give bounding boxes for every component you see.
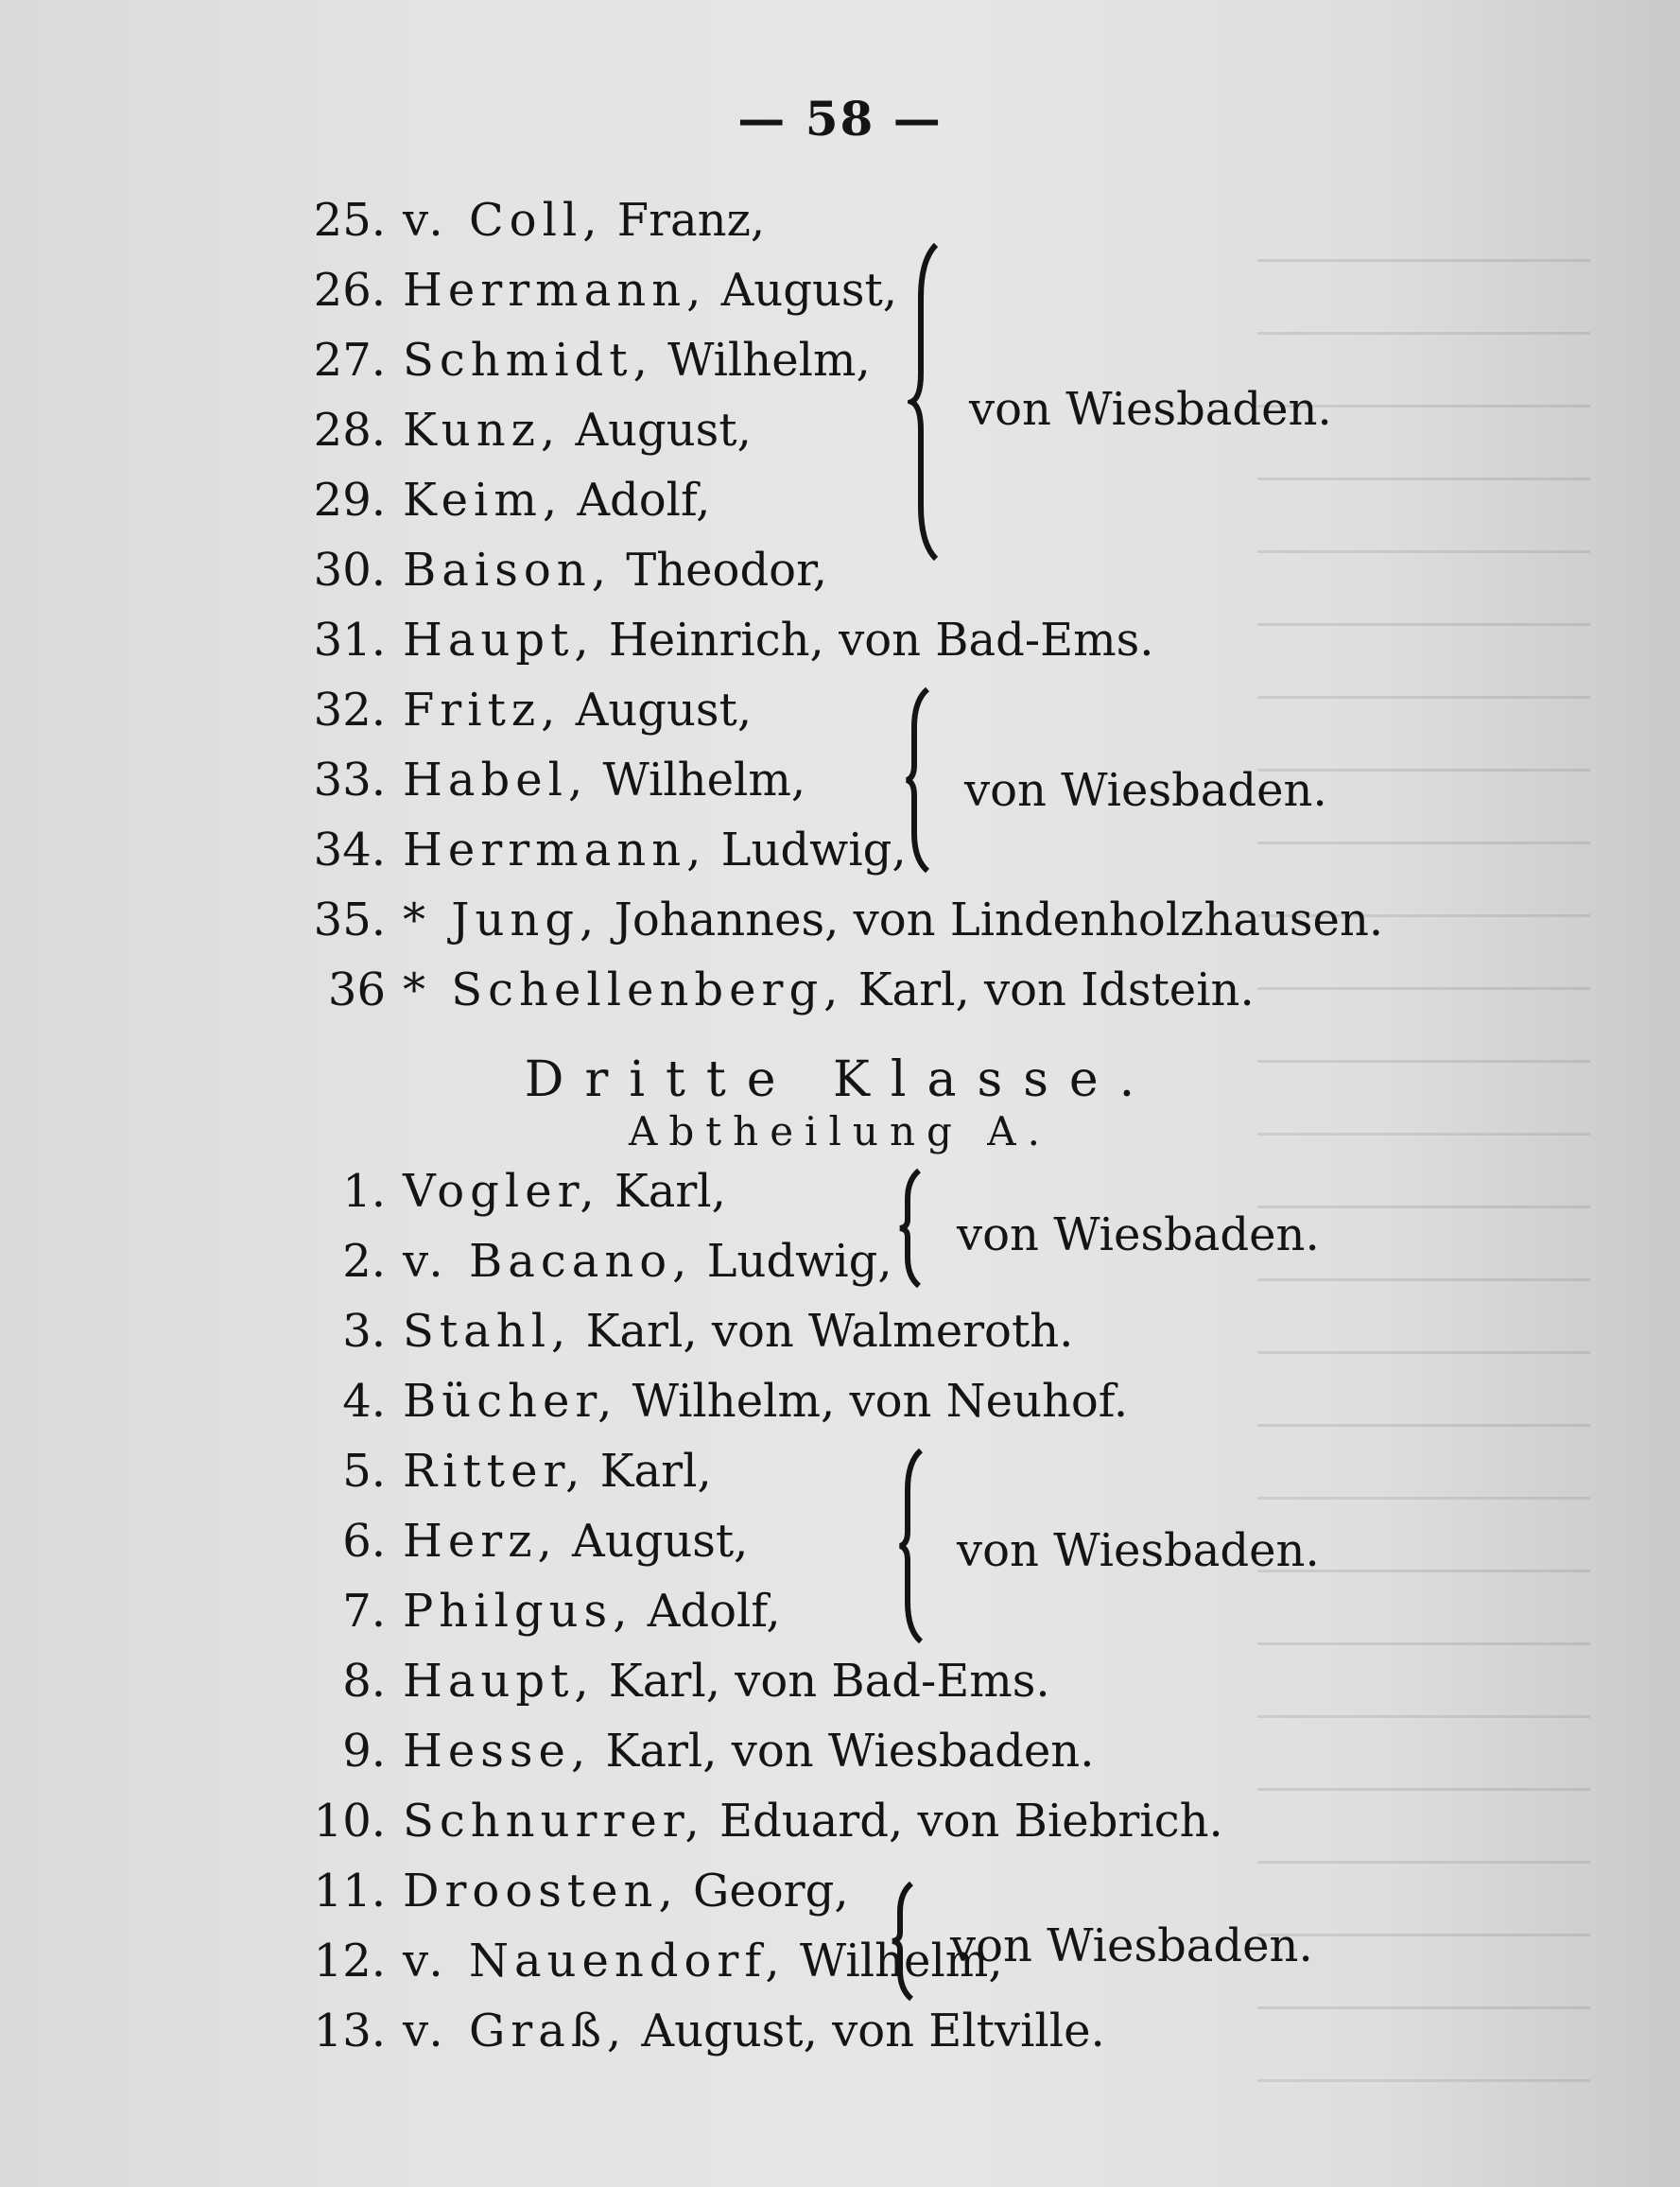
entry-surname: Keim,	[403, 474, 563, 527]
list-item	[303, 1515, 748, 1568]
entry-given-name: August, von Eltville.	[627, 2005, 1105, 2057]
entry-given-name: Ludwig,	[706, 824, 907, 877]
entry-surname: Philgus,	[403, 1585, 633, 1638]
group-origin-label: von Wiesbaden.	[964, 764, 1327, 817]
list-item	[303, 614, 1154, 667]
entry-surname: Droosten,	[403, 1865, 679, 1918]
grouping-brace	[903, 686, 941, 875]
entry-surname: Stahl,	[403, 1305, 572, 1358]
entry-given-name: Eduard, von Biebrich.	[704, 1795, 1223, 1848]
entry-number: 9.	[342, 1725, 386, 1778]
list-item	[303, 544, 827, 597]
list-item	[303, 334, 871, 387]
entry-number: 4.	[342, 1375, 386, 1428]
entry-surname: v. Graß,	[403, 2005, 628, 2057]
entry-given-name: Franz,	[602, 194, 766, 247]
list-item	[303, 1445, 712, 1498]
entry-number: 35.	[313, 894, 386, 946]
list-item	[303, 754, 805, 807]
entry-given-name: Karl, von Walmeroth.	[571, 1305, 1074, 1358]
entry-given-name: Heinrich, von Bad-Ems.	[594, 614, 1154, 667]
entry-number: 7.	[342, 1585, 386, 1638]
entry-surname: Herrmann,	[403, 264, 707, 317]
list-item	[303, 1375, 1128, 1428]
entry-number: 26.	[313, 264, 386, 317]
list-item	[303, 1655, 1050, 1708]
entry-number: 27.	[313, 334, 386, 387]
entry-given-name: Ludwig,	[692, 1235, 892, 1288]
list-item	[303, 1795, 1223, 1848]
entry-surname: Kunz,	[403, 404, 562, 457]
page-number: — 58 —	[737, 91, 943, 147]
entry-given-name: Wilhelm,	[652, 334, 871, 387]
entry-surname: * Jung,	[403, 894, 600, 946]
list-item	[303, 404, 752, 457]
entry-surname: Vogler,	[403, 1165, 600, 1218]
entry-number: 32.	[313, 684, 386, 737]
entry-number: 34.	[313, 824, 386, 877]
entry-given-name: Wilhelm,	[588, 754, 806, 807]
grouping-brace	[889, 1880, 927, 2003]
entry-surname: v. Coll,	[403, 194, 603, 247]
entry-number: 6.	[342, 1515, 386, 1568]
entry-given-name: August,	[561, 404, 752, 457]
entry-surname: Schmidt,	[403, 334, 653, 387]
entry-given-name: August,	[557, 1515, 749, 1568]
entry-surname: Baison,	[403, 544, 612, 597]
entry-surname: Hesse,	[403, 1725, 592, 1778]
entry-given-name: Wilhelm,	[785, 1935, 1003, 1987]
entry-surname: Fritz,	[403, 684, 562, 737]
entry-surname: Haupt,	[403, 1655, 595, 1708]
list-item	[303, 1585, 781, 1638]
entry-surname: Haupt,	[403, 614, 595, 667]
entry-number: 10.	[313, 1795, 386, 1848]
entry-given-name: Theodor,	[611, 544, 827, 597]
entry-given-name: Adolf,	[563, 474, 711, 527]
entry-number: 36	[327, 963, 386, 1016]
list-item	[303, 194, 765, 247]
group-origin-label: von Wiesbaden.	[969, 383, 1332, 436]
list-item	[303, 1165, 726, 1218]
entry-given-name: August,	[706, 264, 898, 317]
entry-surname: Herz,	[403, 1515, 558, 1568]
entry-number: 33.	[313, 754, 386, 807]
entry-surname: Habel,	[403, 754, 589, 807]
entry-number: 12.	[313, 1935, 386, 1987]
entry-number: 13.	[313, 2005, 386, 2057]
entry-surname: v. Nauendorf,	[403, 1935, 786, 1987]
entry-given-name: August,	[561, 684, 753, 737]
entry-number: 3.	[342, 1305, 386, 1358]
entry-given-name: Wilhelm, von Neuhof.	[617, 1375, 1129, 1428]
entry-number: 2.	[342, 1235, 386, 1288]
list-item	[303, 1725, 1094, 1778]
entry-given-name: Karl,	[585, 1445, 712, 1498]
group-origin-label: von Wiesbaden.	[957, 1524, 1320, 1577]
entry-number: 31.	[313, 614, 386, 667]
grouping-brace	[896, 1447, 934, 1645]
section-heading: Dritte Klasse.	[524, 1051, 1156, 1108]
entry-number: 8.	[342, 1655, 386, 1708]
entry-number: 5.	[342, 1445, 386, 1498]
subsection-heading: Abtheilung A.	[629, 1108, 1051, 1154]
list-item	[303, 894, 1383, 946]
entry-given-name: Karl,	[599, 1165, 726, 1218]
entry-given-name: Georg,	[678, 1865, 849, 1918]
group-origin-label: von Wiesbaden.	[957, 1208, 1320, 1261]
entry-given-name: Karl, von Idstein.	[843, 963, 1255, 1016]
list-item	[303, 2005, 1105, 2057]
list-item	[303, 824, 907, 877]
grouping-brace	[896, 1167, 934, 1290]
entry-number: 25.	[313, 194, 386, 247]
entry-surname: v. Bacano,	[403, 1235, 693, 1288]
entry-surname: Herrmann,	[403, 824, 707, 877]
entry-number: 29.	[313, 474, 386, 527]
list-item	[303, 1235, 892, 1288]
list-item	[303, 474, 710, 527]
entry-number: 28.	[313, 404, 386, 457]
list-item	[303, 963, 1255, 1016]
entry-given-name: Johannes, von Lindenholzhausen.	[599, 894, 1384, 946]
entry-surname: Bücher,	[403, 1375, 618, 1428]
entry-number: 30.	[313, 544, 386, 597]
entry-given-name: Karl, von Wiesbaden.	[591, 1725, 1095, 1778]
entry-surname: * Schellenberg,	[403, 963, 844, 1016]
entry-number: 1.	[342, 1165, 386, 1218]
entry-given-name: Adolf,	[632, 1585, 781, 1638]
entry-surname: Ritter,	[403, 1445, 586, 1498]
list-item	[303, 264, 897, 317]
group-origin-label: von Wiesbaden.	[950, 1919, 1313, 1972]
list-item	[303, 684, 752, 737]
list-item	[303, 1305, 1073, 1358]
entry-given-name: Karl, von Bad-Ems.	[594, 1655, 1050, 1708]
entry-surname: Schnurrer,	[403, 1795, 705, 1848]
entry-number: 11.	[313, 1865, 386, 1918]
grouping-brace	[908, 241, 955, 563]
list-item	[303, 1865, 849, 1918]
